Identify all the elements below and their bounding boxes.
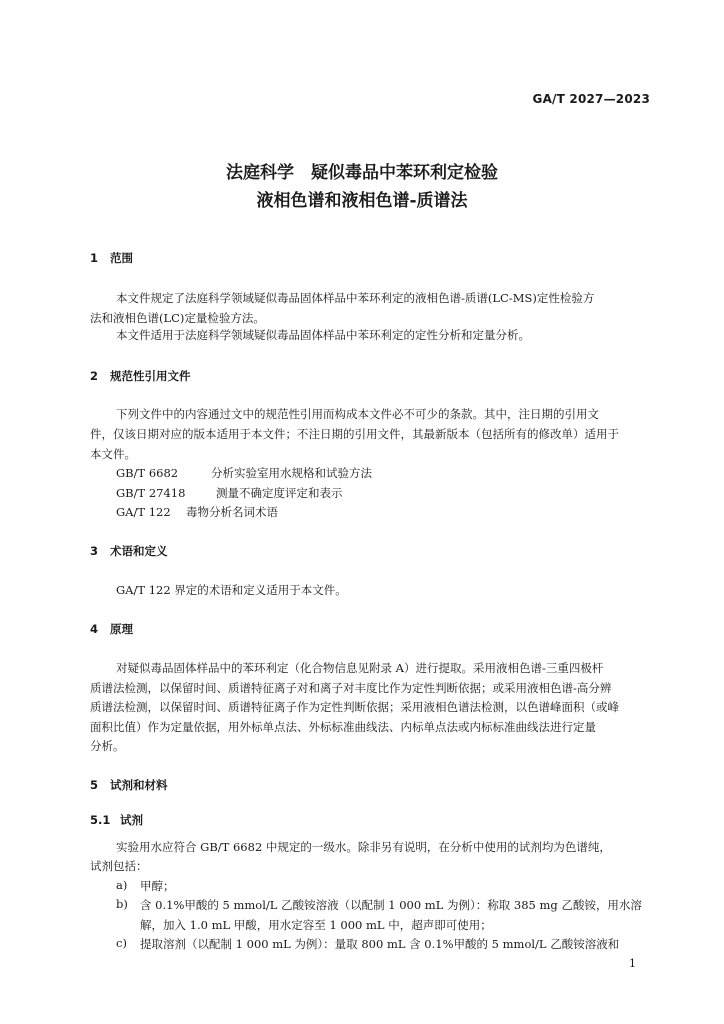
paragraph-line: 对疑似毒品固体样品中的苯环利定（化合物信息见附录 A）进行提取。采用液相色谱-三重四极杆	[116, 661, 604, 675]
section-number: 3	[90, 544, 99, 558]
document-title-line-1: 法庭科学 疑似毒品中苯环利定检验	[226, 163, 498, 183]
reference-title: 分析实验室用水规格和试验方法	[211, 466, 372, 480]
subsection-5-1-heading	[90, 812, 143, 828]
reference-code: GB/T 27418	[116, 486, 186, 500]
section-title: 试剂和材料	[110, 778, 168, 792]
section-title: 规范性引用文件	[110, 369, 191, 383]
list-item-text: 含 0.1%甲酸的 5 mmol/L 乙酸铵溶液（以配制 1 000 mL 为例）：称取 385 mg 乙酸铵，用水溶	[140, 898, 642, 912]
paragraph-line: 质谱法检测，以保留时间、质谱特征离子对和离子对丰度比作为定性判断依据；或采用液相色谱-高分辨	[90, 681, 612, 695]
section-1-heading	[90, 250, 133, 266]
normative-reference	[116, 485, 343, 501]
paragraph-line: 实验用水应符合 GB/T 6682 中规定的一级水。除非另有说明，在分析中使用的试剂均为色谱纯，	[116, 840, 611, 854]
section-number: 5	[90, 778, 99, 792]
reference-code: GB/T 6682	[116, 466, 179, 480]
reference-title: 测量不确定度评定和表示	[216, 486, 343, 500]
paragraph-line: 面积比值）作为定量依据，用外标单点法、外标标准曲线法、内标单点法或内标标准曲线法进行定量	[90, 720, 596, 734]
section-number: 1	[90, 251, 99, 265]
section-number: 2	[90, 369, 99, 383]
section-number: 4	[90, 622, 99, 636]
list-item-text: 解，加入 1.0 mL 甲酸，用水定容至 1 000 mL 中，超声即可使用；	[140, 918, 492, 932]
paragraph-line: 法和液相色谱(LC)定量检验方法。	[90, 311, 265, 325]
list-item-text: 提取溶剂（以配制 1 000 mL 为例）：量取 800 mL 含 0.1%甲酸的 5 mmol/L 乙酸铵溶液和	[140, 937, 620, 951]
reference-title: 毒物分析名词术语	[186, 505, 278, 519]
section-title: 原理	[110, 622, 133, 636]
section-3-heading	[90, 543, 168, 559]
section-4-heading	[90, 621, 133, 637]
section-title: 范围	[110, 251, 133, 265]
normative-reference	[116, 465, 372, 481]
page-number: 1	[629, 957, 636, 970]
paragraph-line: 本文件。	[90, 447, 136, 461]
paragraph-line: 本文件规定了法庭科学领域疑似毒品固体样品中苯环利定的液相色谱-质谱(LC-MS)定性检验方	[116, 291, 595, 305]
paragraph-line: GA/T 122 界定的术语和定义适用于本文件。	[116, 583, 347, 597]
paragraph-line: 分析。	[90, 739, 125, 753]
list-item-label: c)	[116, 936, 127, 950]
normative-reference	[116, 504, 278, 520]
section-2-heading	[90, 368, 191, 384]
list-item-label: a)	[116, 878, 128, 892]
section-5-heading	[90, 777, 168, 793]
paragraph-line: 本文件适用于法庭科学领域疑似毒品固体样品中苯环利定的定性分析和定量分析。	[116, 328, 530, 342]
section-title: 术语和定义	[110, 544, 168, 558]
document-title-line-2: 液相色谱和液相色谱-质谱法	[256, 191, 468, 211]
subsection-title: 试剂	[120, 813, 143, 827]
paragraph-line: 下列文件中的内容通过文中的规范性引用而构成本文件必不可少的条款。其中，注日期的引用文	[116, 407, 599, 421]
list-item-text: 甲醇；	[140, 879, 175, 893]
standard-number: GA/T 2027—2023	[532, 92, 650, 106]
reference-code: GA/T 122	[116, 505, 171, 519]
list-item-label: b)	[116, 897, 128, 911]
paragraph-line: 件，仅该日期对应的版本适用于本文件；不注日期的引用文件，其最新版本（包括所有的修改单）适用于	[90, 427, 619, 441]
paragraph-line: 试剂包括：	[90, 859, 148, 873]
paragraph-line: 质谱法检测，以保留时间、质谱特征离子作为定性判断依据；采用液相色谱法检测，以色谱峰面积（或峰	[90, 700, 619, 714]
subsection-number: 5.1	[90, 813, 111, 827]
